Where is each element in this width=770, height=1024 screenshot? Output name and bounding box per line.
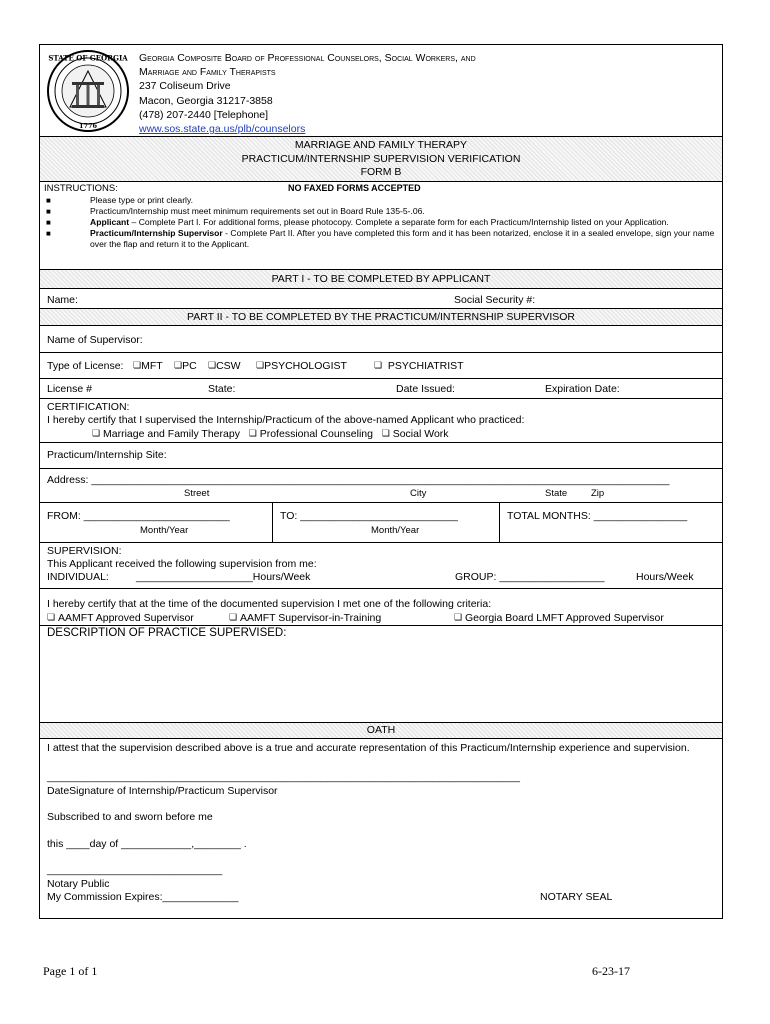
license-type-row: [39, 353, 723, 379]
individual-label: INDIVIDUAL:: [47, 571, 109, 583]
georgia-lmft-checkbox[interactable]: ❏ Georgia Board LMFT Approved Supervisor: [454, 612, 664, 624]
license-csw-checkbox[interactable]: ❏CSW: [208, 360, 241, 372]
instructions-block: [39, 182, 723, 270]
site-label: Practicum/Internship Site:: [47, 449, 167, 461]
from-month-year-label: Month/Year: [140, 525, 189, 536]
notary-signature-line[interactable]: ______________________________: [47, 864, 223, 876]
description-block[interactable]: [39, 626, 723, 723]
group-field[interactable]: GROUP: __________________: [455, 571, 605, 583]
org-name-line1: Georgia Composite Board of Professional Counselors, Social Workers, and: [139, 52, 476, 64]
group-hours-label: Hours/Week: [636, 571, 694, 583]
board-website-link[interactable]: www.sos.state.ga.us/plb/counselors: [139, 123, 306, 136]
part2-heading: PART II - TO BE COMPLETED BY THE PRACTICUM/INTERNSHIP SUPERVISOR: [39, 309, 723, 326]
license-type-label: Type of License:: [47, 360, 124, 372]
oath-heading: OATH: [39, 723, 723, 739]
svg-text:STATE OF GEORGIA: STATE OF GEORGIA: [48, 53, 128, 63]
certification-block: [39, 399, 723, 443]
aamft-approved-checkbox[interactable]: ❏ AAMFT Approved Supervisor: [47, 612, 194, 624]
board-contact: [139, 51, 476, 136]
oath-text: I attest that the supervision described above is a true and accurate representation of this Practicum/Internship experience and supervision.: [47, 742, 690, 754]
part1-heading: PART I - TO BE COMPLETED BY APPLICANT: [39, 270, 723, 289]
supervision-text: This Applicant received the following supervision from me:: [47, 558, 317, 570]
license-number-row[interactable]: [39, 379, 723, 399]
ssn-label: Social Security #:: [454, 294, 536, 306]
state-label: State: [545, 488, 568, 499]
practice-options: [47, 427, 722, 441]
to-field[interactable]: TO: ___________________________: [280, 510, 458, 522]
total-months-field[interactable]: TOTAL MONTHS: ________________: [507, 510, 688, 522]
practice-counseling-checkbox[interactable]: ❏ Professional Counseling: [248, 428, 373, 440]
aamft-training-checkbox[interactable]: ❏ AAMFT Supervisor-in-Training: [229, 612, 382, 624]
instruction-item: ■ Please type or print clearly.: [44, 195, 718, 206]
oath-block: [39, 739, 723, 919]
license-state-label: State:: [208, 383, 236, 395]
city-label: City: [410, 488, 427, 499]
svg-text:1776: 1776: [78, 122, 98, 130]
date-issued-label: Date Issued:: [396, 383, 455, 395]
title-line3: FORM B: [360, 166, 402, 178]
expiration-date-label: Expiration Date:: [545, 383, 620, 395]
license-psychologist-checkbox[interactable]: ❏PSYCHOLOGIST: [256, 360, 347, 372]
notary-seal-label: NOTARY SEAL: [540, 891, 613, 903]
to-month-year-label: Month/Year: [371, 525, 420, 536]
from-field[interactable]: FROM: _________________________: [47, 510, 230, 522]
practice-mft-checkbox[interactable]: ❏ Marriage and Family Therapy: [92, 428, 240, 440]
supervisor-name-row[interactable]: [39, 326, 723, 353]
license-pc-checkbox[interactable]: ❏PC: [174, 360, 197, 372]
no-fax-notice: NO FAXED FORMS ACCEPTED: [288, 183, 421, 193]
license-number-label: License #: [47, 383, 92, 395]
instruction-item: ■ Practicum/Internship must meet minimum requirements set out in Board Rule 135-5-.06.: [44, 206, 718, 217]
description-label: DESCRIPTION OF PRACTICE SUPERVISED:: [47, 627, 287, 639]
this-day-field[interactable]: this ____day of ____________,________ .: [47, 838, 247, 850]
instruction-item: ■ Applicant – Complete Part I. For additional forms, please photocopy. Complete a separate form for each Practicum/Internship listed on your Application.: [44, 217, 718, 228]
signature-label: DateSignature of Internship/Practicum Supervisor: [47, 785, 278, 797]
certification-label: CERTIFICATION:: [47, 401, 130, 413]
page-number: Page 1 of 1: [43, 964, 98, 978]
certification-text: I hereby certify that I supervised the Internship/Practicum of the above-named Applicant who practiced:: [47, 414, 525, 426]
georgia-seal-icon: [46, 49, 130, 133]
address-line1: 237 Coliseum Drive: [139, 80, 231, 93]
name-label: Name:: [47, 294, 78, 306]
address-row[interactable]: [39, 469, 723, 503]
revision-date: 6-23-17: [592, 964, 630, 978]
criteria-text: I hereby certify that at the time of the documented supervision I met one of the following criteria:: [47, 598, 492, 610]
license-psychiatrist-checkbox[interactable]: ❏ PSYCHIATRIST: [374, 360, 464, 372]
address-line2: Macon, Georgia 31217-3858: [139, 94, 273, 107]
form-document: [39, 44, 723, 919]
supervisor-name-label: Name of Supervisor:: [47, 334, 143, 346]
street-label: Street: [184, 488, 210, 499]
instructions-label: INSTRUCTIONS:: [44, 183, 118, 194]
address-label: Address: ___________________________________________________________________________________________________: [47, 474, 670, 486]
site-row[interactable]: [39, 443, 723, 469]
header-block: [39, 44, 723, 137]
instruction-item: ■ Practicum/Internship Supervisor - Complete Part II. After you have completed this form and it has been notarized, enclose it in a sealed envelope, sign your name over the flap and return it to the Applicant.: [44, 228, 718, 250]
criteria-block: [39, 589, 723, 626]
license-mft-checkbox[interactable]: ❏MFT: [133, 360, 163, 372]
commission-expires-field[interactable]: My Commission Expires:_____________: [47, 891, 239, 903]
practice-social-work-checkbox[interactable]: ❏ Social Work: [381, 428, 449, 440]
dates-row: [39, 503, 723, 543]
title-line1: MARRIAGE AND FAMILY THERAPY: [294, 139, 468, 151]
sworn-text: Subscribed to and sworn before me: [47, 811, 213, 823]
instructions-list: [44, 195, 718, 250]
signature-line[interactable]: _________________________________________________________________________________: [47, 771, 521, 783]
supervision-label: SUPERVISION:: [47, 545, 122, 557]
org-name-line2: Marriage and Family Therapists: [139, 66, 276, 79]
phone: (478) 207-2440 [Telephone]: [139, 108, 269, 121]
applicant-name-row[interactable]: [39, 289, 723, 309]
form-title: [39, 137, 723, 182]
zip-label: Zip: [591, 488, 605, 499]
individual-hours-field[interactable]: ____________________Hours/Week: [136, 571, 311, 583]
notary-public-label: Notary Public: [47, 878, 110, 890]
supervision-block: [39, 543, 723, 589]
title-line2: PRACTICUM/INTERNSHIP SUPERVISION VERIFICATION: [241, 152, 521, 165]
